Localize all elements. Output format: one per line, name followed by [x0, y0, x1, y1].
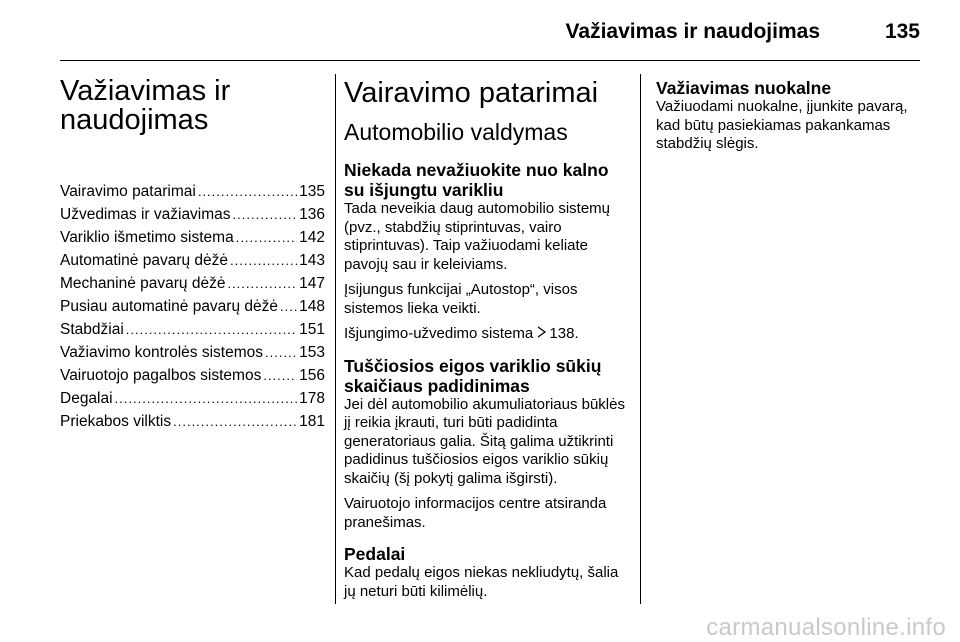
toc-entry-title: Užvedimas ir važiavimas [60, 206, 231, 223]
toc-leader-dots [236, 226, 297, 249]
toc-entry-title: Degalai [60, 390, 113, 407]
page-number: 135 [884, 20, 920, 43]
content-column-right [656, 62, 920, 161]
toc-entry[interactable] [60, 249, 325, 272]
toc-entry-page: 181 [299, 413, 325, 430]
toc-leader-dots [230, 249, 297, 272]
toc-entry[interactable] [60, 295, 325, 318]
chapter-title: Važiavimas ir naudojimas [60, 75, 231, 136]
toc-entry-title: Priekabos vilktis [60, 413, 172, 430]
toc-entry[interactable] [60, 410, 325, 433]
toc-leader-dots [265, 341, 297, 364]
toc-leader-dots [115, 387, 298, 410]
subsection-heading: Tuščiosios eigos variklio sūkių skaičiaus padidinimas [344, 355, 602, 396]
chapter-column [60, 62, 325, 433]
paragraph: Tada neveikia daug automobilio sistemų (pvz., stabdžių stiprintuvas, vairo stiprintuvas). Taip važiuodami keliate pavojų sau ir keleiviams. [344, 200, 610, 273]
toc-entry-title: Variklio išmetimo sistema [60, 229, 234, 246]
running-header-title: Važiavimas ir naudojimas [565, 20, 820, 43]
toc-leader-dots [198, 180, 297, 203]
toc-entry[interactable] [60, 364, 325, 387]
paragraph: Jei dėl automobilio akumuliatoriaus būklės jį reikia įkrauti, turi būti padidinta generatoriaus galia. Šitą galima užtikrinti padidinus tuščiosios eigos variklio sūkių skaičių (šį pokytį galima išgirsti). [344, 395, 625, 487]
section-title: Vairavimo patarimai [344, 77, 599, 109]
toc-entry[interactable] [60, 226, 325, 249]
paragraph-cross-reference: Išjungimo-užvedimo sistema 138. [344, 325, 579, 342]
toc-entry[interactable] [60, 180, 325, 203]
header-rule [60, 60, 920, 61]
toc-entry-page: 153 [299, 344, 325, 361]
toc-entry-title: Automatinė pavarų dėžė [60, 252, 229, 269]
toc-entry[interactable] [60, 387, 325, 410]
table-of-contents [60, 180, 325, 433]
toc-entry[interactable] [60, 318, 325, 341]
toc-entry-page: 147 [299, 275, 325, 292]
toc-entry[interactable] [60, 203, 325, 226]
section-subtitle: Automobilio valdymas [344, 119, 568, 145]
toc-entry-page: 142 [299, 229, 325, 246]
toc-leader-dots [173, 410, 297, 433]
toc-leader-dots [280, 295, 297, 318]
paragraph: Vairuotojo informacijos centre atsiranda pranešimas. [344, 495, 607, 531]
watermark: carmanualsonline.info [706, 614, 946, 641]
reference-link[interactable]: 138. [549, 325, 579, 342]
toc-leader-dots [233, 203, 298, 226]
toc-entry-page: 151 [299, 321, 325, 338]
content-column-middle [344, 62, 628, 608]
toc-entry-page: 148 [299, 298, 325, 315]
toc-entry-title: Pusiau automatinė pavarų dėžė [60, 298, 279, 315]
subsection-heading: Važiavimas nuokalne [656, 78, 832, 98]
paragraph: Važiuodami nuokalne, įjunkite pavarą, kad būtų pasiekiamas pakankamas stabdžių slėgis. [656, 98, 908, 152]
toc-entry-title: Vairavimo patarimai [60, 183, 196, 200]
paragraph: Kad pedalų eigos niekas nekliudytų, šalia jų neturi būti kilimėlių. [344, 564, 619, 600]
column-divider [640, 74, 641, 604]
column-divider [335, 74, 336, 604]
toc-leader-dots [227, 272, 297, 295]
arrow-reference-icon [537, 325, 547, 344]
paragraph: Įsijungus funkcijai „Autostop“, visos sistemos lieka veikti. [344, 281, 578, 317]
toc-entry-title: Važiavimo kontrolės sistemos [60, 344, 264, 361]
toc-entry[interactable] [60, 272, 325, 295]
toc-entry-title: Vairuotojo pagalbos sistemos [60, 367, 262, 384]
toc-entry-page: 143 [299, 252, 325, 269]
toc-entry[interactable] [60, 341, 325, 364]
toc-leader-dots [126, 318, 297, 341]
toc-entry-title: Stabdžiai [60, 321, 124, 338]
toc-entry-title: Mechaninė pavarų dėžė [60, 275, 226, 292]
toc-entry-page: 135 [299, 183, 325, 200]
toc-leader-dots [263, 364, 297, 387]
subsection-heading: Pedalai [344, 544, 406, 564]
subsection-heading: Niekada nevažiuokite nuo kalno su išjungtu varikliu [344, 160, 609, 200]
toc-entry-page: 178 [299, 390, 325, 407]
toc-entry-page: 156 [299, 367, 325, 384]
toc-entry-page: 136 [299, 206, 325, 223]
page-header [60, 0, 920, 62]
